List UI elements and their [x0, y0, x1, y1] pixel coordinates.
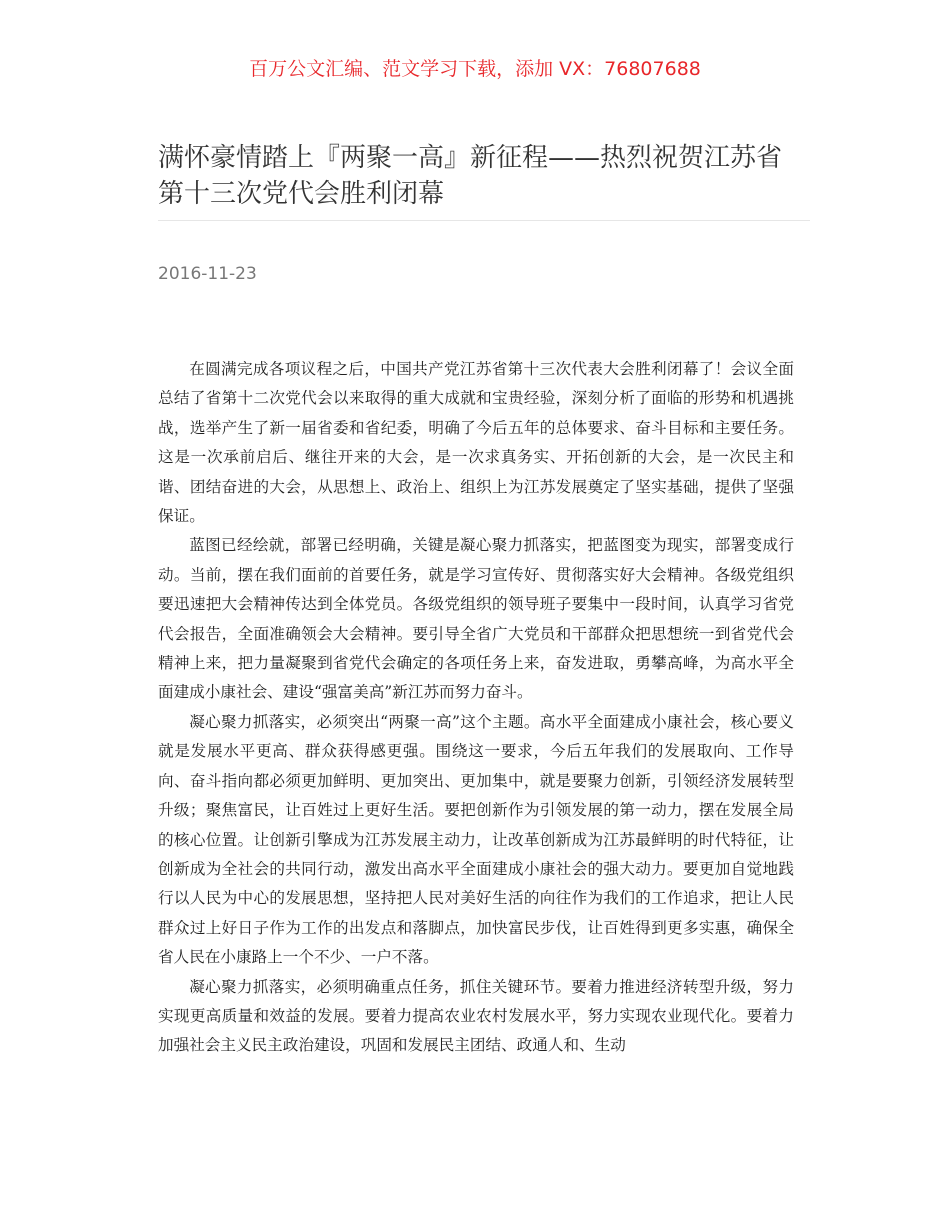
article-paragraph: 凝心聚力抓落实，必须明确重点任务，抓住关键环节。要着力推进经济转型升级，努力实现更高质量和效益的发展。要着力提高农业农村发展水平，努力实现农业现代化。要着力加强社会主义民主政治建设，巩固和发展民主团结、政通人和、生动: [158, 977, 794, 1055]
publish-date: 2016-11-23: [158, 264, 257, 284]
article-paragraph: 蓝图已经绘就，部署已经明确，关键是凝心聚力抓落实，把蓝图变为现实，部署变成行动。当前，摆在我们面前的首要任务，就是学习宣传好、贯彻落实好大会精神。各级党组织要迅速把大会精神传达到全体党员。各级党组织的领导班子要集中一段时间，认真学习省党代会报告，全面准确领会大会精神。要引导全省广大党员和干部群众把思想统一到省党代会精神上来，把力量凝聚到省党代会确定的各项任务上来，奋发进取，勇攀高峰，为高水平全面建成小康社会、建设“强富美高”新江苏而努力奋斗。: [158, 536, 794, 702]
title-divider: [158, 220, 810, 221]
promo-banner: 百万公文汇编、范文学习下载，添加 VX：76807688: [249, 58, 701, 80]
article-body: [158, 355, 794, 1061]
article-paragraph: 在圆满完成各项议程之后，中国共产党江苏省第十三次代表大会胜利闭幕了！会议全面总结了省第十二次党代会以来取得的重大成就和宝贵经验，深刻分析了面临的形势和机遇挑战，选举产生了新一届省委和省纪委，明确了今后五年的总体要求、奋斗目标和主要任务。这是一次承前启后、继往开来的大会，是一次求真务实、开拓创新的大会，是一次民主和谐、团结奋进的大会，从思想上、政治上、组织上为江苏发展奠定了坚实基础，提供了坚强保证。: [158, 360, 794, 526]
article-paragraph: 凝心聚力抓落实，必须突出“两聚一高”这个主题。高水平全面建成小康社会，核心要义就是发展水平更高、群众获得感更强。围绕这一要求，今后五年我们的发展取向、工作导向、奋斗指向都必须更加鲜明、更加突出、更加集中，就是要聚力创新，引领经济发展转型升级；聚焦富民，让百姓过上更好生活。要把创新作为引领发展的第一动力，摆在发展全局的核心位置。让创新引擎成为江苏发展主动力，让改革创新成为江苏最鲜明的时代特征，让创新成为全社会的共同行动，激发出高水平全面建成小康社会的强大动力。要更加自觉地践行以人民为中心的发展思想，坚持把人民对美好生活的向往作为我们的工作追求，把让人民群众过上好日子作为工作的出发点和落脚点，加快富民步伐，让百姓得到更多实惠，确保全省人民在小康路上一个不少、一户不落。: [158, 712, 794, 967]
article-title: 满怀豪情踏上『两聚一高』新征程——热烈祝贺江苏省第十三次党代会胜利闭幕: [158, 143, 783, 209]
